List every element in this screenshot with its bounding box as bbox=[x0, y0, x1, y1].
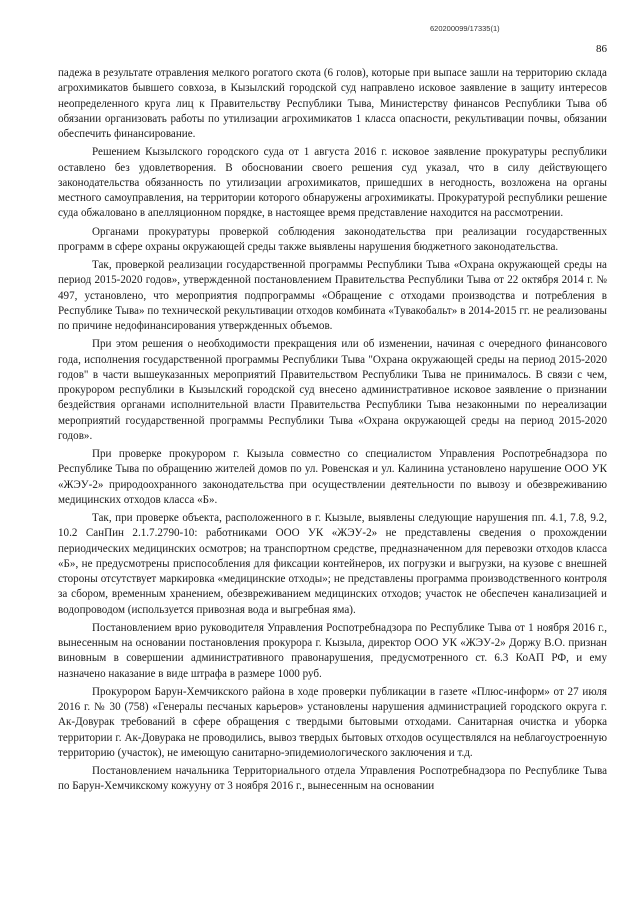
document-id: 620200099/17335(1) bbox=[430, 24, 500, 33]
paragraph: Прокурором Барун-Хемчикского района в ходе проверки публикации в газете «Плюс-информ» от 27 июля 2016 г. № 30 (758) «Генералы песчаных карьеров» установлены нарушения администрацией городского округа г. Ак-Довурак требований в сфере обращения с твердыми бытовыми отходами. Санитарная очистка и уборка территории г. Ак-Довурака не проводились, вывоз твердых бытовых отходов осуществлялся на неблагоустроенную территорию (участок), не имеющую санитарно-эпидемиологического заключения и т.д. bbox=[58, 685, 607, 759]
page-number: 86 bbox=[596, 43, 607, 55]
paragraph: Постановлением начальника Территориального отдела Управления Роспотребнадзора по Республике Тыва по Барун-Хемчикскому кожууну от 3 ноября 2016 г., вынесенным на основании bbox=[58, 765, 607, 793]
paragraph: Так, при проверке объекта, расположенного в г. Кызыле, выявлены следующие нарушения пп. 4.1, 7.8, 9.2, 10.2 СанПин 2.1.7.2790-10: работниками ООО УК «ЖЭУ-2» не представлены сведения о прохождении периодических медицинских осмотров; на транспортном средстве, предназначенном для перевозки отходов класса «Б», не предусмотрены приспособления для фиксации контейнеров, их погрузки и выгрузки, на кузове с внешней стороны отсутствует маркировка «медицинские отходы»; не представлены программа производственного контроля за сбором, временным хранением, обезвреживанием медицинских отходов; участок не обеспечен канализацией и водопроводом (используется привозная вода и выгребная яма). bbox=[58, 512, 607, 616]
paragraph: Решением Кызылского городского суда от 1 августа 2016 г. исковое заявление прокуратуры республики оставлено без удовлетворения. В обосновании своего решения суд указал, что в силу действующего законодательства обязанность по утилизации агрохимикатов, пришедших в негодность, возложена на органы местного самоуправления, на территории которого обнаружены агрохимикаты. Прокуратурой республики решение суда обжаловано в апелляционном порядке, в настоящее время представление находится на рассмотрении. bbox=[58, 146, 607, 220]
paragraph: Органами прокуратуры проверкой соблюдения законодательства при реализации государственных программ в сфере охраны окружающей среды также выявлены нарушения бюджетного законодательства. bbox=[58, 225, 607, 253]
paragraph: При проверке прокурором г. Кызыла совместно со специалистом Управления Роспотребнадзора по Республике Тыва по обращению жителей домов по ул. Ровенская и ул. Калинина установлено нарушение ООО УК «ЖЭУ-2» природоохранного законодательства при осуществлении деятельности по вывозу и обезвреживанию медицинских отходов класса «Б». bbox=[58, 448, 607, 506]
paragraph: падежа в результате отравления мелкого рогатого скота (6 голов), которые при выпасе зашли на территорию склада агрохимикатов бывшего совхоза, в Кызылский городской суд направлено исковое заявление в защиту интересов неопределенного круга лиц к Правительству Республики Тыва, Министерству финансов Республики Тыва об обязании организовать работы по утилизации агрохимикатов 1 класса опасности, рекультивации почвы, обязании обеспечить финансирование. bbox=[58, 67, 607, 140]
document-body bbox=[58, 66, 607, 798]
paragraph: При этом решения о необходимости прекращения или об изменении, начиная с очередного финансового года, исполнения государственной программы Республики Тыва "Охрана окружающей среды на период 2015-2020 годов" в части вышеуказанных мероприятий Правительством Республики Тыва не принималось. В связи с чем, прокурором республики в Кызылский городской суд внесено административное исковое заявление о признании бездействия органами исполнительной власти Правительства Республики Тыва незаконными по нереализации мероприятий государственной программы Республики Тыва «Охрана окружающей среды на период 2015-2020 годов». bbox=[58, 338, 607, 442]
paragraph: Так, проверкой реализации государственной программы Республики Тыва «Охрана окружающей среды на период 2015-2020 годов», утвержденной постановлением Правительства Республики Тыва от 22 октября 2014 г. № 497, установлено, что мероприятия подпрограммы «Обращение с отходами производства и потребления в Республике Тыва» по технической рекультивации отходов комбината «Тувакобальт» в 2014-2015 гг. не реализованы по причине недофинансирования утвержденных объемов. bbox=[58, 259, 607, 332]
paragraph: Постановлением врио руководителя Управления Роспотребнадзора по Республике Тыва от 1 ноября 2016 г., вынесенным на основании постановления прокурора г. Кызыла, директор ООО УК «ЖЭУ-2» Доржу В.О. признан виновным в совершении административного правонарушения, предусмотренного ст. 6.3 КоАП РФ, и ему назначено наказание в виде штрафа в размере 1000 руб. bbox=[58, 621, 607, 680]
